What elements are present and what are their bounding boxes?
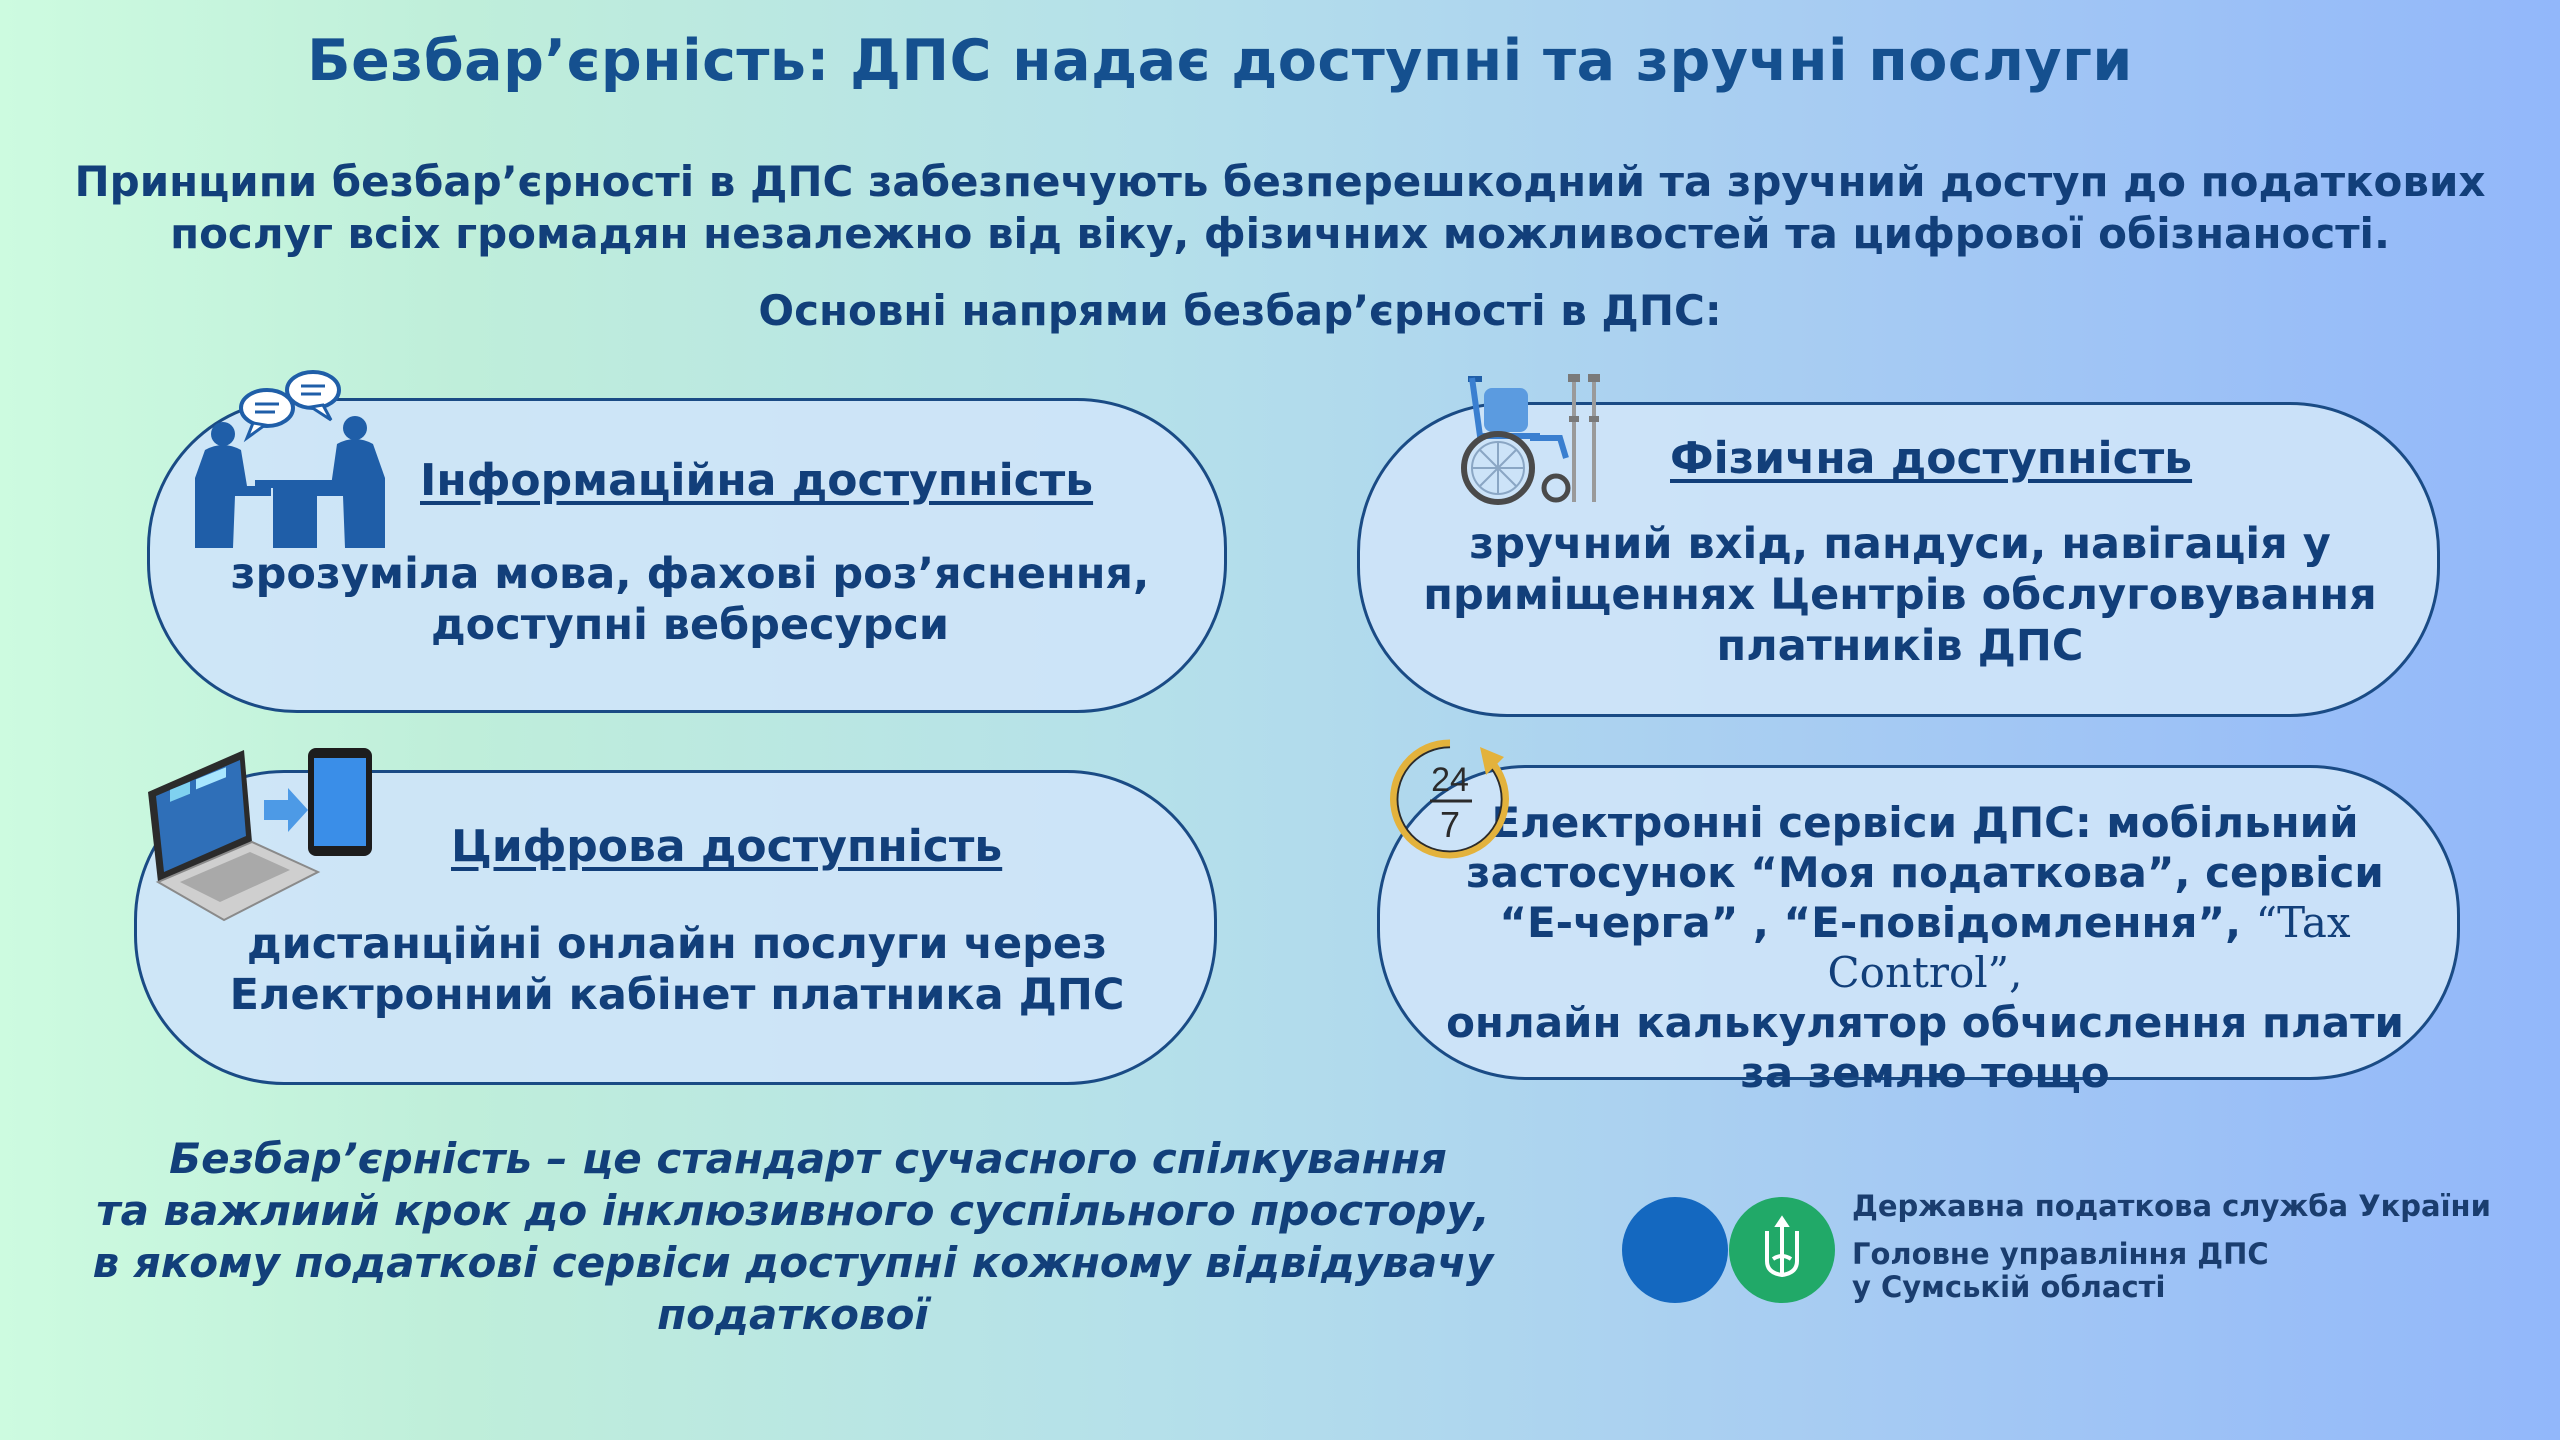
quote-line: податкової: [657, 1290, 929, 1339]
card-description: [1400, 519, 2400, 672]
clock-24-7-icon: [1384, 733, 1516, 865]
intro-line-2: послуг всіх громадян незалежно від віку, фізичних можливостей та цифрової обізнаності.: [170, 209, 2390, 258]
quote-line: Безбар’єрність – це стандарт сучасного спілкування: [169, 1134, 1447, 1183]
department-name-line-1: Головне управління ДПС: [1852, 1237, 2269, 1271]
trident-icon: [1729, 1197, 1835, 1303]
card-line: зрозуміла мова, фахові роз’яснення,: [230, 549, 1150, 599]
card-line: онлайн калькулятор обчислення плати: [1446, 998, 2404, 1047]
card-title: Інформаційна доступність: [420, 455, 1094, 506]
laptop-phone-icon: [140, 742, 376, 924]
consultation-icon: [195, 368, 395, 548]
card-title: Цифрова доступність: [451, 821, 1003, 872]
logo-blue-circle: [1622, 1197, 1728, 1303]
department-name-line-2: у Сумській області: [1852, 1270, 2166, 1304]
svg-text:7: 7: [1439, 804, 1461, 845]
card-line: платників ДПС: [1716, 621, 2084, 671]
page-title: Безбар’єрність: ДПС надає доступні та зручні послуги: [307, 28, 2133, 94]
quote-line: та важлиий крок до інклюзивного суспільного простору,: [96, 1186, 1490, 1235]
card-line: приміщеннях Центрів обслуговування: [1423, 570, 2377, 620]
card-electronic-services: [1377, 765, 2460, 1097]
card-description: [230, 549, 1150, 651]
section-heading: Основні напрями безбар’єрності в ДПС:: [758, 286, 1722, 335]
card-line: за землю тощо: [1740, 1048, 2110, 1097]
svg-text:24: 24: [1431, 761, 1469, 799]
card-line: зручний вхід, пандуси, навігація у: [1469, 519, 2331, 569]
intro-line-1: Принципи безбар’єрності в ДПС забезпечують безперешкодний та зручний доступ до податкових: [74, 157, 2486, 206]
card-line: “Е-черга” , “Е-повідомлення”, “Tax Control”,: [1499, 898, 2351, 997]
logo-green-circle: [1729, 1197, 1835, 1303]
crutches-icon: [1566, 372, 1602, 504]
card-description: [197, 919, 1157, 1021]
organization-name: Державна податкова служба України: [1852, 1189, 2491, 1223]
intro-text: [60, 156, 2500, 260]
card-line: Електронні сервіси ДПС: мобільний: [1491, 798, 2359, 847]
card-title: Фізична доступність: [1670, 433, 2193, 484]
card-description: [1400, 798, 2450, 1098]
card-line: дистанційні онлайн послуги через: [246, 919, 1108, 969]
card-line: Електронний кабінет платника ДПС: [229, 970, 1125, 1020]
quote-line: в якому податкові сервіси доступні кожному відвідувачу: [92, 1238, 1494, 1287]
card-line: доступні вебресурси: [430, 600, 950, 650]
closing-quote: [78, 1133, 1508, 1341]
card-line: застосунок “Моя податкова”, сервіси: [1466, 848, 2384, 897]
